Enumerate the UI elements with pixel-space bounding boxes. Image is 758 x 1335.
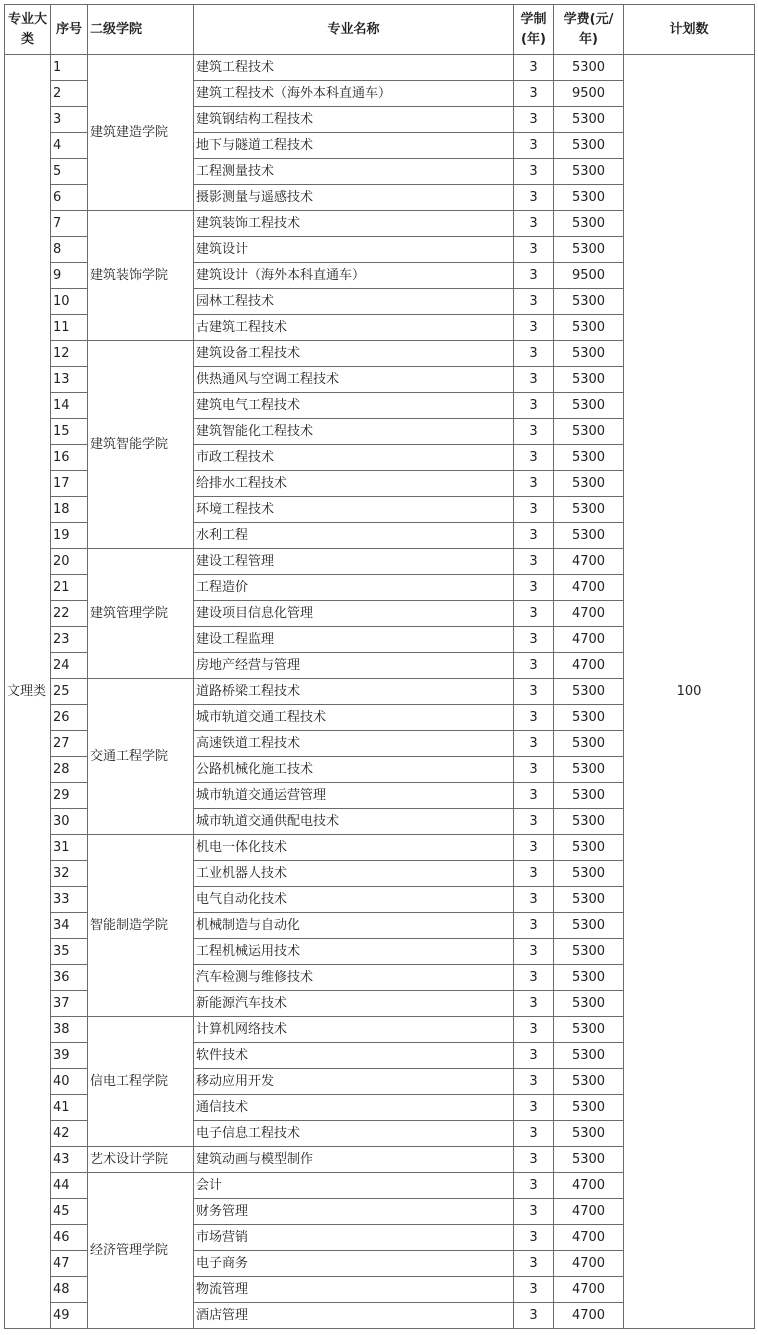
major-cell: 工业机器人技术 (194, 861, 514, 887)
years-cell: 3 (514, 445, 554, 471)
seq-cell: 48 (51, 1277, 88, 1303)
seq-cell: 45 (51, 1199, 88, 1225)
seq-cell: 2 (51, 81, 88, 107)
major-cell: 房地产经营与管理 (194, 653, 514, 679)
header-years: 学制(年) (514, 5, 554, 55)
seq-cell: 33 (51, 887, 88, 913)
seq-cell: 18 (51, 497, 88, 523)
seq-cell: 47 (51, 1251, 88, 1277)
major-cell: 城市轨道交通运营管理 (194, 783, 514, 809)
fee-cell: 4700 (554, 653, 624, 679)
fee-cell: 5300 (554, 757, 624, 783)
fee-cell: 5300 (554, 939, 624, 965)
seq-cell: 21 (51, 575, 88, 601)
major-cell: 建设项目信息化管理 (194, 601, 514, 627)
major-cell: 市场营销 (194, 1225, 514, 1251)
seq-cell: 29 (51, 783, 88, 809)
major-cell: 建筑电气工程技术 (194, 393, 514, 419)
seq-cell: 37 (51, 991, 88, 1017)
fee-cell: 4700 (554, 1225, 624, 1251)
fee-cell: 4700 (554, 1199, 624, 1225)
fee-cell: 5300 (554, 55, 624, 81)
category-cell: 文理类 (5, 55, 51, 1329)
fee-cell: 5300 (554, 445, 624, 471)
seq-cell: 10 (51, 289, 88, 315)
fee-cell: 5300 (554, 497, 624, 523)
years-cell: 3 (514, 1043, 554, 1069)
years-cell: 3 (514, 1147, 554, 1173)
header-category: 专业大类 (5, 5, 51, 55)
major-cell: 电气自动化技术 (194, 887, 514, 913)
major-cell: 电子商务 (194, 1251, 514, 1277)
seq-cell: 26 (51, 705, 88, 731)
major-cell: 地下与隧道工程技术 (194, 133, 514, 159)
fee-cell: 5300 (554, 185, 624, 211)
seq-cell: 14 (51, 393, 88, 419)
major-cell: 建筑设计 (194, 237, 514, 263)
major-cell: 环境工程技术 (194, 497, 514, 523)
years-cell: 3 (514, 783, 554, 809)
major-cell: 道路桥梁工程技术 (194, 679, 514, 705)
seq-cell: 20 (51, 549, 88, 575)
major-cell: 工程造价 (194, 575, 514, 601)
seq-cell: 41 (51, 1095, 88, 1121)
college-cell: 信电工程学院 (88, 1017, 194, 1147)
major-cell: 通信技术 (194, 1095, 514, 1121)
header-college: 二级学院 (88, 5, 194, 55)
years-cell: 3 (514, 1173, 554, 1199)
years-cell: 3 (514, 549, 554, 575)
seq-cell: 17 (51, 471, 88, 497)
fee-cell: 4700 (554, 1303, 624, 1329)
years-cell: 3 (514, 341, 554, 367)
fee-cell: 4700 (554, 549, 624, 575)
fee-cell: 5300 (554, 1121, 624, 1147)
years-cell: 3 (514, 575, 554, 601)
seq-cell: 28 (51, 757, 88, 783)
years-cell: 3 (514, 393, 554, 419)
fee-cell: 5300 (554, 393, 624, 419)
years-cell: 3 (514, 1069, 554, 1095)
seq-cell: 6 (51, 185, 88, 211)
table-row (5, 55, 755, 81)
fee-cell: 5300 (554, 341, 624, 367)
fee-cell: 4700 (554, 575, 624, 601)
major-cell: 园林工程技术 (194, 289, 514, 315)
years-cell: 3 (514, 55, 554, 81)
major-cell: 建筑钢结构工程技术 (194, 107, 514, 133)
seq-cell: 7 (51, 211, 88, 237)
years-cell: 3 (514, 107, 554, 133)
fee-cell: 5300 (554, 991, 624, 1017)
major-cell: 供热通风与空调工程技术 (194, 367, 514, 393)
major-cell: 建设工程管理 (194, 549, 514, 575)
seq-cell: 34 (51, 913, 88, 939)
college-cell: 建筑管理学院 (88, 549, 194, 679)
seq-cell: 12 (51, 341, 88, 367)
major-cell: 机电一体化技术 (194, 835, 514, 861)
fee-cell: 5300 (554, 679, 624, 705)
seq-cell: 46 (51, 1225, 88, 1251)
major-cell: 市政工程技术 (194, 445, 514, 471)
years-cell: 3 (514, 237, 554, 263)
seq-cell: 31 (51, 835, 88, 861)
years-cell: 3 (514, 1199, 554, 1225)
years-cell: 3 (514, 991, 554, 1017)
years-cell: 3 (514, 1095, 554, 1121)
header-major: 专业名称 (194, 5, 514, 55)
major-cell: 城市轨道交通供配电技术 (194, 809, 514, 835)
major-cell: 计算机网络技术 (194, 1017, 514, 1043)
major-cell: 软件技术 (194, 1043, 514, 1069)
fee-cell: 5300 (554, 1043, 624, 1069)
enrollment-plan-document (4, 4, 755, 1329)
major-cell: 财务管理 (194, 1199, 514, 1225)
major-cell: 建筑智能化工程技术 (194, 419, 514, 445)
years-cell: 3 (514, 1225, 554, 1251)
years-cell: 3 (514, 627, 554, 653)
fee-cell: 5300 (554, 367, 624, 393)
fee-cell: 5300 (554, 289, 624, 315)
years-cell: 3 (514, 185, 554, 211)
fee-cell: 5300 (554, 809, 624, 835)
seq-cell: 39 (51, 1043, 88, 1069)
college-cell: 建筑智能学院 (88, 341, 194, 549)
header-fee: 学费(元/年) (554, 5, 624, 55)
major-cell: 建筑工程技术（海外本科直通车） (194, 81, 514, 107)
major-cell: 给排水工程技术 (194, 471, 514, 497)
fee-cell: 5300 (554, 731, 624, 757)
years-cell: 3 (514, 289, 554, 315)
major-cell: 建设工程监理 (194, 627, 514, 653)
college-cell: 艺术设计学院 (88, 1147, 194, 1173)
years-cell: 3 (514, 211, 554, 237)
major-cell: 摄影测量与遥感技术 (194, 185, 514, 211)
major-cell: 工程机械运用技术 (194, 939, 514, 965)
college-cell: 智能制造学院 (88, 835, 194, 1017)
major-cell: 电子信息工程技术 (194, 1121, 514, 1147)
years-cell: 3 (514, 1121, 554, 1147)
years-cell: 3 (514, 263, 554, 289)
major-cell: 高速铁道工程技术 (194, 731, 514, 757)
fee-cell: 5300 (554, 315, 624, 341)
fee-cell: 4700 (554, 1277, 624, 1303)
years-cell: 3 (514, 601, 554, 627)
header-row (5, 5, 755, 55)
major-cell: 移动应用开发 (194, 1069, 514, 1095)
fee-cell: 4700 (554, 1251, 624, 1277)
college-cell: 建筑建造学院 (88, 55, 194, 211)
college-cell: 建筑装饰学院 (88, 211, 194, 341)
seq-cell: 30 (51, 809, 88, 835)
seq-cell: 44 (51, 1173, 88, 1199)
seq-cell: 19 (51, 523, 88, 549)
fee-cell: 4700 (554, 1173, 624, 1199)
seq-cell: 49 (51, 1303, 88, 1329)
fee-cell: 5300 (554, 419, 624, 445)
years-cell: 3 (514, 939, 554, 965)
fee-cell: 5300 (554, 523, 624, 549)
seq-cell: 11 (51, 315, 88, 341)
table-body (5, 55, 755, 1329)
major-cell: 建筑设备工程技术 (194, 341, 514, 367)
college-cell: 经济管理学院 (88, 1173, 194, 1329)
major-cell: 水利工程 (194, 523, 514, 549)
fee-cell: 5300 (554, 211, 624, 237)
fee-cell: 5300 (554, 107, 624, 133)
years-cell: 3 (514, 705, 554, 731)
years-cell: 3 (514, 835, 554, 861)
major-cell: 古建筑工程技术 (194, 315, 514, 341)
years-cell: 3 (514, 367, 554, 393)
years-cell: 3 (514, 1017, 554, 1043)
fee-cell: 9500 (554, 81, 624, 107)
years-cell: 3 (514, 679, 554, 705)
seq-cell: 42 (51, 1121, 88, 1147)
seq-cell: 25 (51, 679, 88, 705)
years-cell: 3 (514, 523, 554, 549)
years-cell: 3 (514, 159, 554, 185)
seq-cell: 24 (51, 653, 88, 679)
seq-cell: 22 (51, 601, 88, 627)
fee-cell: 5300 (554, 237, 624, 263)
plan-total-cell: 100 (624, 55, 755, 1329)
years-cell: 3 (514, 1251, 554, 1277)
seq-cell: 32 (51, 861, 88, 887)
college-cell: 交通工程学院 (88, 679, 194, 835)
fee-cell: 5300 (554, 471, 624, 497)
fee-cell: 5300 (554, 861, 624, 887)
fee-cell: 5300 (554, 835, 624, 861)
fee-cell: 4700 (554, 601, 624, 627)
years-cell: 3 (514, 81, 554, 107)
years-cell: 3 (514, 315, 554, 341)
years-cell: 3 (514, 757, 554, 783)
fee-cell: 5300 (554, 1069, 624, 1095)
seq-cell: 1 (51, 55, 88, 81)
seq-cell: 13 (51, 367, 88, 393)
seq-cell: 36 (51, 965, 88, 991)
years-cell: 3 (514, 497, 554, 523)
enrollment-plan-table (4, 4, 755, 1329)
major-cell: 机械制造与自动化 (194, 913, 514, 939)
seq-cell: 16 (51, 445, 88, 471)
seq-cell: 38 (51, 1017, 88, 1043)
header-seq: 序号 (51, 5, 88, 55)
fee-cell: 5300 (554, 133, 624, 159)
major-cell: 会计 (194, 1173, 514, 1199)
seq-cell: 8 (51, 237, 88, 263)
major-cell: 工程测量技术 (194, 159, 514, 185)
years-cell: 3 (514, 653, 554, 679)
seq-cell: 9 (51, 263, 88, 289)
years-cell: 3 (514, 913, 554, 939)
fee-cell: 5300 (554, 705, 624, 731)
years-cell: 3 (514, 133, 554, 159)
major-cell: 新能源汽车技术 (194, 991, 514, 1017)
major-cell: 酒店管理 (194, 1303, 514, 1329)
major-cell: 物流管理 (194, 1277, 514, 1303)
fee-cell: 5300 (554, 159, 624, 185)
fee-cell: 4700 (554, 627, 624, 653)
major-cell: 建筑工程技术 (194, 55, 514, 81)
seq-cell: 23 (51, 627, 88, 653)
major-cell: 公路机械化施工技术 (194, 757, 514, 783)
years-cell: 3 (514, 1303, 554, 1329)
fee-cell: 5300 (554, 1017, 624, 1043)
years-cell: 3 (514, 419, 554, 445)
fee-cell: 9500 (554, 263, 624, 289)
years-cell: 3 (514, 809, 554, 835)
major-cell: 建筑动画与模型制作 (194, 1147, 514, 1173)
years-cell: 3 (514, 1277, 554, 1303)
seq-cell: 40 (51, 1069, 88, 1095)
years-cell: 3 (514, 471, 554, 497)
seq-cell: 27 (51, 731, 88, 757)
fee-cell: 5300 (554, 887, 624, 913)
seq-cell: 4 (51, 133, 88, 159)
seq-cell: 35 (51, 939, 88, 965)
fee-cell: 5300 (554, 1147, 624, 1173)
major-cell: 建筑设计（海外本科直通车） (194, 263, 514, 289)
major-cell: 城市轨道交通工程技术 (194, 705, 514, 731)
years-cell: 3 (514, 731, 554, 757)
seq-cell: 43 (51, 1147, 88, 1173)
years-cell: 3 (514, 861, 554, 887)
major-cell: 建筑装饰工程技术 (194, 211, 514, 237)
fee-cell: 5300 (554, 783, 624, 809)
seq-cell: 5 (51, 159, 88, 185)
fee-cell: 5300 (554, 913, 624, 939)
fee-cell: 5300 (554, 1095, 624, 1121)
years-cell: 3 (514, 965, 554, 991)
years-cell: 3 (514, 887, 554, 913)
header-plan: 计划数 (624, 5, 755, 55)
seq-cell: 3 (51, 107, 88, 133)
fee-cell: 5300 (554, 965, 624, 991)
major-cell: 汽车检测与维修技术 (194, 965, 514, 991)
seq-cell: 15 (51, 419, 88, 445)
